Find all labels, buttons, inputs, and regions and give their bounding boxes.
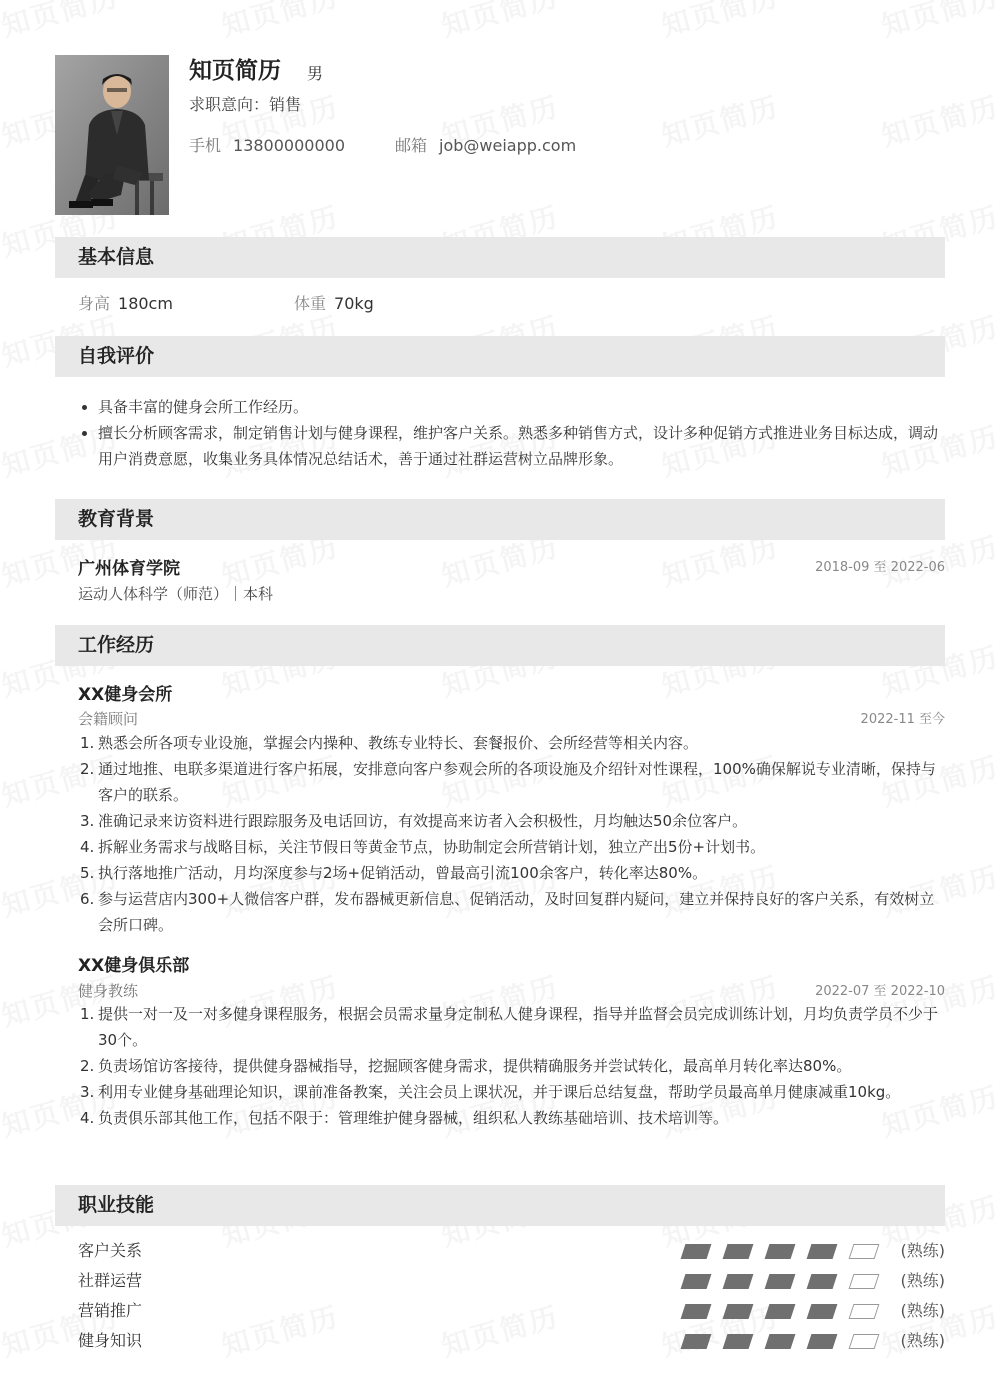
section-title: 基本信息 [78, 246, 155, 268]
rating-bar-filled [723, 1304, 754, 1319]
section-skills [55, 1185, 945, 1226]
section-basic-info [55, 237, 945, 278]
email-value: job@weiapp.com [439, 136, 577, 155]
skill-level: (熟练) [900, 1301, 945, 1320]
skill-name: 客户关系 [78, 1241, 143, 1260]
job-duties-list [78, 1001, 945, 1131]
rating-bar-filled [723, 1334, 754, 1349]
skill-level: (熟练) [900, 1331, 945, 1350]
skill-level: (熟练) [900, 1241, 945, 1260]
list-item: 1. 熟悉会所各项专业设施，掌握会内操种、教练专业特长、套餐报价、会所经营等相关内容。 [80, 734, 699, 752]
skill-level: (熟练) [900, 1271, 945, 1290]
job-role: 会籍顾问 [78, 710, 139, 728]
rating-bar-filled [765, 1274, 796, 1289]
company-name: XX健身会所 [78, 685, 173, 705]
skill-name: 健身知识 [78, 1331, 143, 1350]
section-title: 工作经历 [78, 634, 155, 656]
job-intent-value: 销售 [269, 95, 302, 114]
list-item: 2. 通过地推、电联多渠道进行客户拓展，安排意向客户参观会所的各项设施及介绍针对性课程，100%确保解说专业清晰，保持与客户的联系。 [80, 760, 936, 804]
phone-label: 手机 [189, 136, 222, 155]
weight-label: 体重 [294, 294, 327, 313]
list-item: 6. 参与运营店内300+人微信客户群，发布器械更新信息、促销活动，及时回复群内疑问，建立并保持良好的客户关系，有效树立会所口碑。 [80, 890, 935, 934]
job-intent-label: 求职意向： [189, 95, 270, 114]
rating-bar-empty [849, 1274, 880, 1289]
watermark-text [217, 0, 343, 45]
list-item: 擅长分析顾客需求，制定销售计划与健身课程，维护客户关系。熟悉多种销售方式，设计多种促销方式推进业务目标达成，调动用户消费意愿，收集业务具体情况总结话术，善于通过社群运营树立品牌形象。 [78, 420, 938, 472]
school-name: 广州体育学院 [78, 559, 180, 579]
skill-row [78, 1326, 945, 1356]
profile-photo [55, 55, 169, 215]
watermark-text [437, 0, 563, 45]
watermark-text [657, 0, 783, 45]
list-item: 3. 利用专业健身基础理论知识，课前准备教案，关注会员上课状况，并于课后总结复盘，帮助学员最高单月健康减重10kg。 [80, 1083, 901, 1101]
email-label: 邮箱 [395, 136, 428, 155]
section-work-experience [55, 625, 945, 666]
phone-value: 13800000000 [233, 136, 345, 155]
rating-bar-filled [807, 1334, 838, 1349]
skill-rating [681, 1244, 879, 1260]
rating-bar-filled [723, 1274, 754, 1289]
rating-bar-filled [807, 1274, 838, 1289]
rating-bar-filled [681, 1304, 712, 1319]
self-eval-list [78, 394, 938, 472]
company-name: XX健身俱乐部 [78, 956, 190, 976]
skill-rating [681, 1274, 879, 1290]
rating-bar-filled [681, 1334, 712, 1349]
height-label: 身高 [78, 294, 111, 313]
candidate-gender: 男 [307, 64, 324, 83]
rating-bar-filled [807, 1304, 838, 1319]
section-title: 职业技能 [78, 1194, 155, 1216]
list-item: 5. 执行落地推广活动，月均深度参与2场+促销活动，曾最高引流100余客户，转化率达80%。 [80, 864, 708, 882]
rating-bar-empty [849, 1304, 880, 1319]
weight-value: 70kg [334, 294, 374, 313]
watermark-text [877, 0, 1000, 45]
job-intent [189, 93, 301, 117]
list-item: 2. 负责场馆访客接待，提供健身器械指导，挖掘顾客健身需求，提供精确服务并尝试转化，最高单月转化率达80%。 [80, 1057, 852, 1075]
resume-page [55, 55, 945, 1350]
job-role: 健身教练 [78, 982, 139, 1000]
skill-row [78, 1236, 945, 1266]
rating-bar-filled [765, 1244, 796, 1259]
skill-rating [681, 1334, 879, 1350]
section-self-evaluation [55, 336, 945, 377]
rating-bar-filled [807, 1244, 838, 1259]
list-item: 4. 拆解业务需求与战略目标，关注节假日等黄金节点，协助制定会所营销计划，独立产出5份+计划书。 [80, 838, 766, 856]
education-major: 运动人体科学（师范）｜本科 [78, 585, 274, 603]
skill-name: 营销推广 [78, 1301, 143, 1320]
rating-bar-filled [681, 1274, 712, 1289]
rating-bar-filled [681, 1244, 712, 1259]
job-date: 2022-07 至 2022-10 [815, 984, 945, 999]
info-weight [294, 292, 374, 316]
skill-row [78, 1266, 945, 1296]
section-title: 教育背景 [78, 508, 155, 530]
rating-bar-empty [849, 1334, 880, 1349]
section-education [55, 499, 945, 540]
list-item: 具备丰富的健身会所工作经历。 [78, 394, 938, 420]
resume-header [55, 55, 945, 215]
contact-row [189, 134, 576, 158]
candidate-name: 知页简历 [189, 58, 281, 84]
rating-bar-filled [765, 1334, 796, 1349]
list-item: 4. 负责俱乐部其他工作，包括不限于：管理维护健身器械，组织私人教练基础培训、技术培训等。 [80, 1109, 729, 1127]
list-item: 3. 准确记录来访资料进行跟踪服务及电话回访，有效提高来访者入会积极性，月均触达50余位客户。 [80, 812, 748, 830]
job-duties-list [78, 730, 945, 938]
skill-rating [681, 1304, 879, 1320]
info-height [78, 292, 173, 316]
rating-bar-filled [765, 1304, 796, 1319]
skill-row [78, 1296, 945, 1326]
skill-name: 社群运营 [78, 1271, 143, 1290]
job-date: 2022-11 至今 [860, 712, 945, 727]
list-item: 1. 提供一对一及一对多健身课程服务，根据会员需求量身定制私人健身课程，指导并监督会员完成训练计划，月均负责学员不少于30个。 [80, 1005, 939, 1049]
watermark-text [0, 0, 123, 45]
rating-bar-filled [723, 1244, 754, 1259]
rating-bar-empty [849, 1244, 880, 1259]
person-photo-icon [55, 55, 169, 215]
height-value: 180cm [118, 294, 173, 313]
education-date: 2018-09 至 2022-06 [815, 560, 945, 575]
section-title: 自我评价 [78, 345, 155, 367]
